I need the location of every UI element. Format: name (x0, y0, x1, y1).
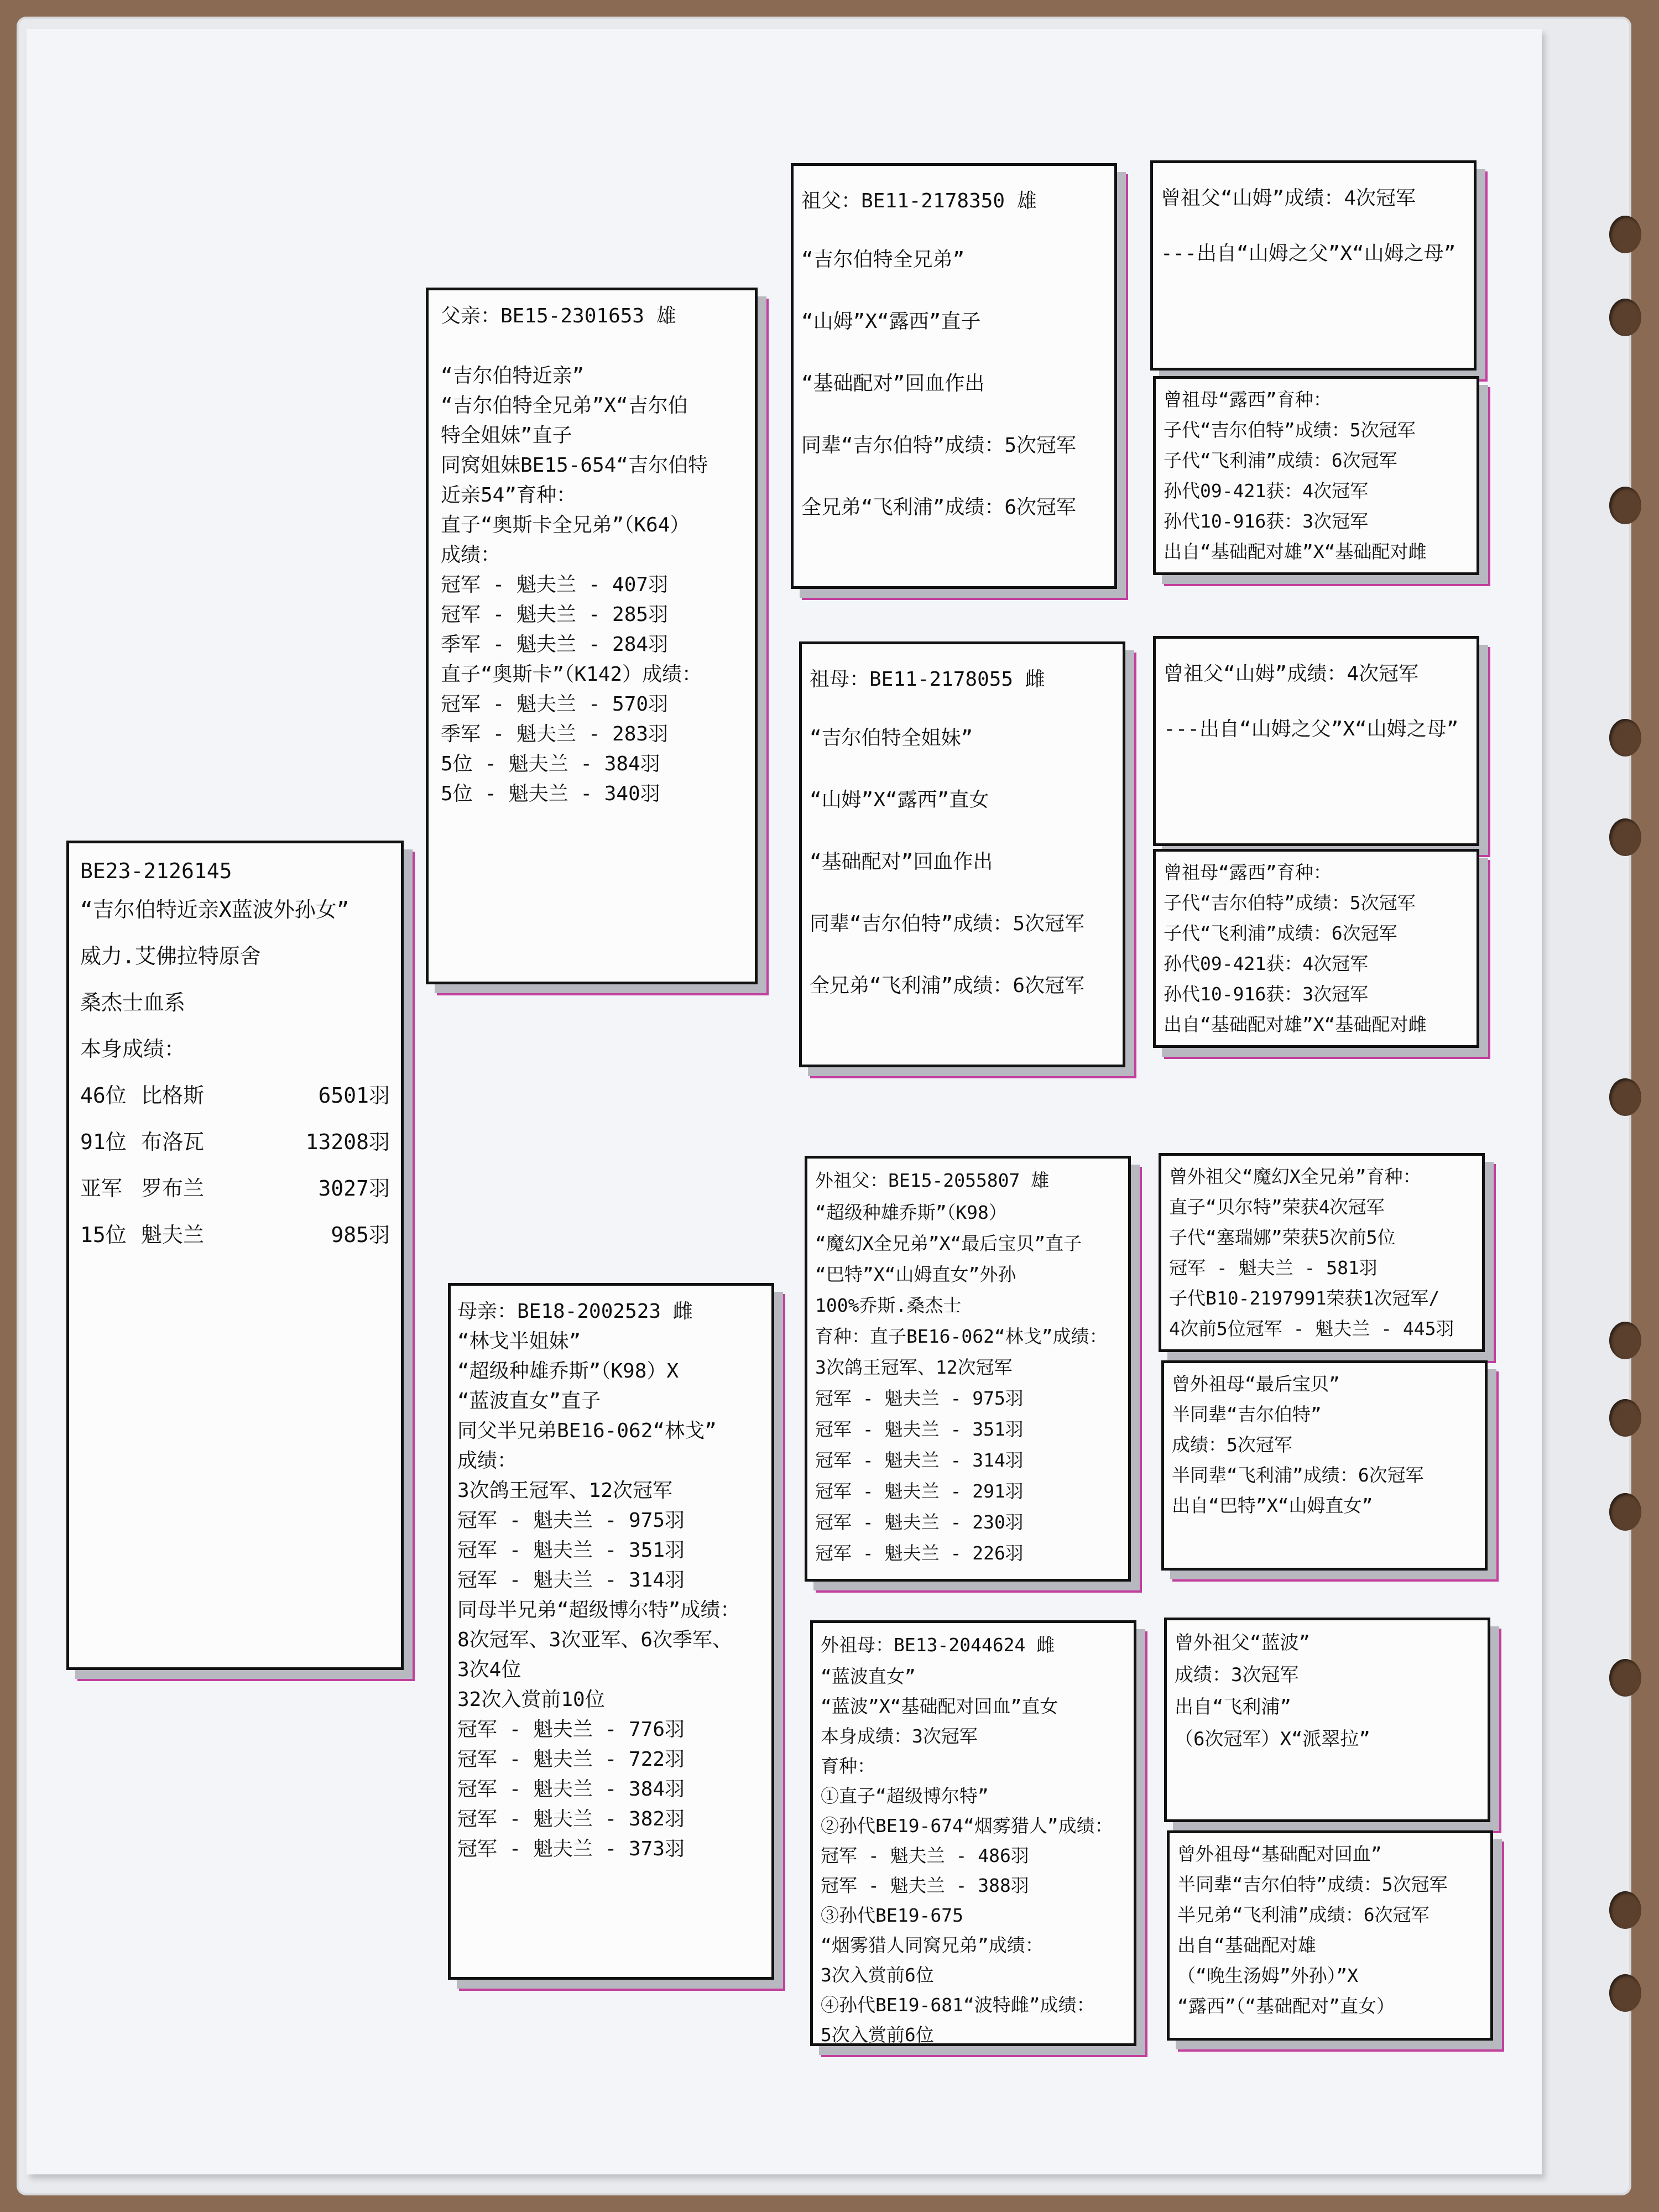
maternal-grandfather-line: 3次鸽王冠军、12次冠军 (815, 1357, 1013, 1378)
father-line: 直子“奥斯卡”（K142）成绩： (441, 663, 702, 686)
paternal-grandmother-line: “山姆”X“露西”直女 (810, 789, 989, 811)
paternal-grandfather-line: 同辈“吉尔伯特”成绩：5次冠军 (801, 434, 1077, 457)
subject-ring-number: BE23-2126145 (80, 859, 232, 883)
binder-hole (1609, 1493, 1641, 1531)
paternal-grandfather-line: “山姆”X“露西”直子 (801, 310, 981, 333)
binder-hole (1609, 1078, 1641, 1116)
gg3-title: 曾祖父“山姆”成绩：4次冠军 (1164, 662, 1419, 685)
result-rank: 91位 (80, 1130, 127, 1154)
subject-line: “吉尔伯特近亲X蓝波外孙女” (80, 898, 349, 922)
paternal-grandmother-line: “吉尔伯特全姐妹” (810, 727, 973, 749)
binder-hole (1609, 1974, 1641, 2012)
gg7-line: （6次冠军）X“派翠拉” (1175, 1728, 1370, 1750)
father-line: 季军 - 魁夫兰 - 284羽 (441, 633, 669, 656)
maternal-grandmother-title: 外祖母：BE13-2044624 雌 (821, 1634, 1055, 1656)
gg8-line: （“晚生汤姆”外孙）”X (1177, 1965, 1358, 1986)
mother-line: 冠军 - 魁夫兰 - 975羽 (457, 1509, 685, 1532)
mother-line: “蓝波直女”直子 (457, 1390, 601, 1412)
father-line: 季军 - 魁夫兰 - 283羽 (441, 723, 669, 745)
result-row (80, 1119, 390, 1165)
maternal-grandmother-card (810, 1620, 1136, 2046)
gg4-line: 子代“吉尔伯特”成绩：5次冠军 (1164, 892, 1416, 914)
great-grandfather-4-card (1164, 1618, 1490, 1822)
maternal-grandfather-line: 冠军 - 魁夫兰 - 291羽 (815, 1480, 1024, 1502)
great-grandfather-1-card (1150, 160, 1477, 371)
gg7-line: 出自“飞利浦” (1175, 1696, 1291, 1718)
gg2-line: 孙代10-916获：3次冠军 (1164, 510, 1369, 532)
gg7-line: 成绩：3次冠军 (1175, 1664, 1299, 1686)
gg6-title: 曾外祖母“最后宝贝” (1172, 1373, 1340, 1395)
paternal-grandmother-line: 全兄弟“飞利浦”成绩：6次冠军 (810, 974, 1085, 997)
gg8-line: “露西”（“基础配对”直女） (1177, 1995, 1395, 2017)
maternal-grandfather-line: 冠军 - 魁夫兰 - 226羽 (815, 1542, 1024, 1564)
gg2-line: 孙代09-421获：4次冠军 (1164, 480, 1369, 502)
great-grandmother-3-card (1161, 1360, 1488, 1571)
father-line: “吉尔伯特全兄弟”X“吉尔伯 (441, 394, 688, 417)
maternal-grandfather-line: 冠军 - 魁夫兰 - 314羽 (815, 1449, 1024, 1471)
maternal-grandfather-line: 育种：直子BE16-062“林戈”成绩： (815, 1326, 1108, 1347)
mother-line: 冠军 - 魁夫兰 - 776羽 (457, 1718, 685, 1741)
gg6-line: 成绩：5次冠军 (1172, 1434, 1292, 1455)
gg6-line: 出自“巴特”X“山姆直女” (1172, 1495, 1373, 1516)
gg8-title: 曾外祖母“基础配对回血” (1177, 1843, 1382, 1865)
great-grandmother-2-card (1153, 849, 1479, 1048)
binder-holes (1604, 0, 1659, 2212)
gg2-title: 曾祖母“露西”育种： (1164, 389, 1332, 410)
gg4-line: 出自“基础配对雄”X“基础配对雌 (1164, 1014, 1427, 1035)
father-line: 冠军 - 魁夫兰 - 570羽 (441, 693, 669, 716)
gg4-line: 孙代10-916获：3次冠军 (1164, 983, 1369, 1005)
paternal-grandmother-card (799, 641, 1125, 1067)
gg5-title: 曾外祖父“魔幻X全兄弟”育种： (1169, 1166, 1421, 1187)
gg5-line: 4次前5位冠军 - 魁夫兰 - 445羽 (1169, 1318, 1454, 1339)
gg8-line: 出自“基础配对雄 (1177, 1934, 1316, 1956)
maternal-grandmother-line: ①直子“超级博尔特” (821, 1785, 989, 1807)
gg7-title: 曾外祖父“蓝波” (1175, 1632, 1310, 1654)
result-row (80, 1165, 390, 1212)
maternal-grandmother-line: 冠军 - 魁夫兰 - 388羽 (821, 1875, 1029, 1896)
binder-hole (1609, 1659, 1641, 1697)
gg3-line: ---出自“山姆之父”X“山姆之母” (1164, 718, 1459, 740)
maternal-grandmother-line: ④孙代BE19-681“波特雌”成绩： (821, 1994, 1095, 2016)
maternal-grandfather-line: “超级种雄乔斯”（K98） (815, 1202, 1007, 1223)
gg5-line: 直子“贝尔特”荣获4次冠军 (1169, 1196, 1385, 1218)
maternal-grandfather-line: 冠军 - 魁夫兰 - 351羽 (815, 1418, 1024, 1440)
paternal-grandfather-line: “吉尔伯特全兄弟” (801, 248, 965, 271)
gg4-line: 孙代09-421获：4次冠军 (1164, 953, 1369, 974)
gg2-line: 子代“吉尔伯特”成绩：5次冠军 (1164, 419, 1416, 441)
maternal-grandmother-line: ③孙代BE19-675 (821, 1905, 963, 1926)
paternal-grandmother-line: 同辈“吉尔伯特”成绩：5次冠军 (810, 912, 1085, 935)
gg4-line: 子代“飞利浦”成绩：6次冠军 (1164, 922, 1397, 944)
mother-line: 冠军 - 魁夫兰 - 351羽 (457, 1539, 685, 1562)
result-row (80, 1212, 390, 1258)
binder-hole (1609, 487, 1641, 524)
maternal-grandmother-line: 5次入赏前6位 (821, 2024, 934, 2046)
maternal-grandmother-line: 育种： (821, 1755, 875, 1777)
mother-line: 3次鸽王冠军、12次冠军 (457, 1479, 673, 1502)
result-row (80, 1072, 390, 1119)
gg5-line: 子代B10-2197991荣获1次冠军/ (1169, 1287, 1440, 1309)
gg8-line: 半兄弟“飞利浦”成绩：6次冠军 (1177, 1904, 1430, 1926)
subject-card (66, 841, 404, 1670)
mother-line: “超级种雄乔斯”（K98）X (457, 1360, 679, 1383)
gg5-line: 冠军 - 魁夫兰 - 581羽 (1169, 1257, 1378, 1279)
father-line: 成绩： (441, 544, 501, 566)
binder-hole (1609, 1399, 1641, 1437)
result-value: 13208羽 (305, 1130, 390, 1154)
paternal-grandfather-card (791, 163, 1117, 589)
result-place: 魁夫兰 (141, 1223, 205, 1247)
mother-line: 同母半兄弟“超级博尔特”成绩： (457, 1599, 740, 1621)
maternal-grandmother-line: 冠军 - 魁夫兰 - 486羽 (821, 1845, 1029, 1866)
maternal-grandmother-line: “烟雾猎人同窝兄弟”成绩： (821, 1934, 1044, 1956)
gg6-line: 半同辈“飞利浦”成绩：6次冠军 (1172, 1464, 1424, 1486)
great-grandmother-4-card (1167, 1830, 1493, 2041)
father-title: 父亲：BE15-2301653 雄 (441, 305, 676, 327)
gg6-line: 半同辈“吉尔伯特” (1172, 1404, 1322, 1425)
father-line: “吉尔伯特近亲” (441, 364, 585, 387)
paternal-grandfather-line: 全兄弟“飞利浦”成绩：6次冠军 (801, 496, 1077, 519)
gg2-line: 子代“飞利浦”成绩：6次冠军 (1164, 450, 1397, 471)
mother-line: 同父半兄弟BE16-062“林戈” (457, 1420, 717, 1442)
binder-hole (1609, 818, 1641, 856)
maternal-grandfather-card (805, 1156, 1131, 1582)
maternal-grandfather-line: 冠军 - 魁夫兰 - 975羽 (815, 1387, 1024, 1409)
subject-line: 桑杰士血系 (80, 990, 186, 1015)
maternal-grandfather-line: 100%乔斯.桑杰士 (815, 1295, 962, 1316)
father-line: 近亲54”育种： (441, 484, 577, 507)
result-value: 3027羽 (318, 1176, 390, 1201)
father-line: 5位 - 魁夫兰 - 384羽 (441, 753, 660, 775)
result-value: 985羽 (331, 1223, 390, 1247)
subject-line: 威力.艾佛拉特原舍 (80, 944, 261, 968)
mother-title: 母亲：BE18-2002523 雌 (457, 1300, 693, 1323)
maternal-grandmother-line: “蓝波”X“基础配对回血”直女 (821, 1695, 1058, 1717)
paternal-grandfather-line: “基础配对”回血作出 (801, 372, 985, 395)
mother-line: 冠军 - 魁夫兰 - 382羽 (457, 1808, 685, 1830)
great-grandmother-1-card (1153, 376, 1479, 575)
maternal-grandfather-line: “巴特”X“山姆直女”外孙 (815, 1264, 1016, 1285)
result-rank: 46位 (80, 1083, 127, 1108)
father-card (426, 288, 758, 984)
mother-line: 成绩： (457, 1449, 518, 1472)
paternal-grandfather-title: 祖父：BE11-2178350 雄 (801, 190, 1037, 212)
great-grandfather-2-card (1153, 636, 1479, 846)
result-place: 罗布兰 (141, 1176, 205, 1201)
father-line: 直子“奥斯卡全兄弟”（K64） (441, 514, 690, 536)
maternal-grandfather-line: 冠军 - 魁夫兰 - 230羽 (815, 1511, 1024, 1533)
maternal-grandmother-line: ②孙代BE19-674“烟雾猎人”成绩： (821, 1815, 1113, 1837)
paternal-grandmother-line: “基础配对”回血作出 (810, 851, 993, 873)
subject-line: 本身成绩： (80, 1037, 186, 1061)
gg1-title: 曾祖父“山姆”成绩：4次冠军 (1161, 187, 1416, 210)
maternal-grandfather-title: 外祖父：BE15-2055807 雄 (815, 1170, 1050, 1191)
subject-results-table (80, 1072, 390, 1258)
gg4-title: 曾祖母“露西”育种： (1164, 862, 1332, 883)
binder-hole (1609, 216, 1641, 253)
maternal-grandmother-line: “蓝波直女” (821, 1666, 916, 1687)
mother-line: 32次入赏前10位 (457, 1688, 605, 1711)
father-line: 冠军 - 魁夫兰 - 285羽 (441, 603, 669, 626)
mother-line: 冠军 - 魁夫兰 - 384羽 (457, 1778, 685, 1801)
mother-line: 冠军 - 魁夫兰 - 373羽 (457, 1838, 685, 1860)
mother-line: “林戈半姐妹” (457, 1330, 581, 1353)
binder-hole (1609, 1891, 1641, 1929)
father-line: 冠军 - 魁夫兰 - 407羽 (441, 573, 669, 596)
mother-line: 8次冠军、3次亚军、6次季军、 (457, 1629, 733, 1651)
maternal-grandmother-line: 3次入赏前6位 (821, 1964, 934, 1986)
gg8-line: 半同辈“吉尔伯特”成绩：5次冠军 (1177, 1874, 1448, 1895)
gg1-line: ---出自“山姆之父”X“山姆之母” (1161, 242, 1456, 265)
gg5-line: 子代“塞瑞娜”荣获5次前5位 (1169, 1227, 1396, 1248)
result-place: 布洛瓦 (141, 1130, 205, 1154)
binder-hole (1609, 299, 1641, 336)
result-rank: 15位 (80, 1223, 127, 1247)
maternal-grandfather-line: “魔幻X全兄弟”X“最后宝贝”直子 (815, 1233, 1082, 1254)
result-rank: 亚军 (80, 1176, 123, 1201)
result-place: 比格斯 (141, 1083, 205, 1108)
result-value: 6501羽 (318, 1083, 390, 1108)
gg2-line: 出自“基础配对雄”X“基础配对雌 (1164, 541, 1427, 562)
father-line: 特全姐妹”直子 (441, 424, 572, 447)
binder-hole (1609, 719, 1641, 757)
father-line: 5位 - 魁夫兰 - 340羽 (441, 782, 660, 805)
father-line: 同窝姐妹BE15-654“吉尔伯特 (441, 454, 708, 477)
mother-line: 冠军 - 魁夫兰 - 314羽 (457, 1569, 685, 1592)
mother-card (448, 1283, 774, 1980)
maternal-grandmother-line: 本身成绩：3次冠军 (821, 1725, 978, 1747)
great-grandfather-3-card (1159, 1153, 1485, 1352)
mother-line: 冠军 - 魁夫兰 - 722羽 (457, 1748, 685, 1771)
binder-hole (1609, 1322, 1641, 1359)
paternal-grandmother-title: 祖母：BE11-2178055 雌 (810, 668, 1045, 691)
mother-line: 3次4位 (457, 1658, 521, 1681)
